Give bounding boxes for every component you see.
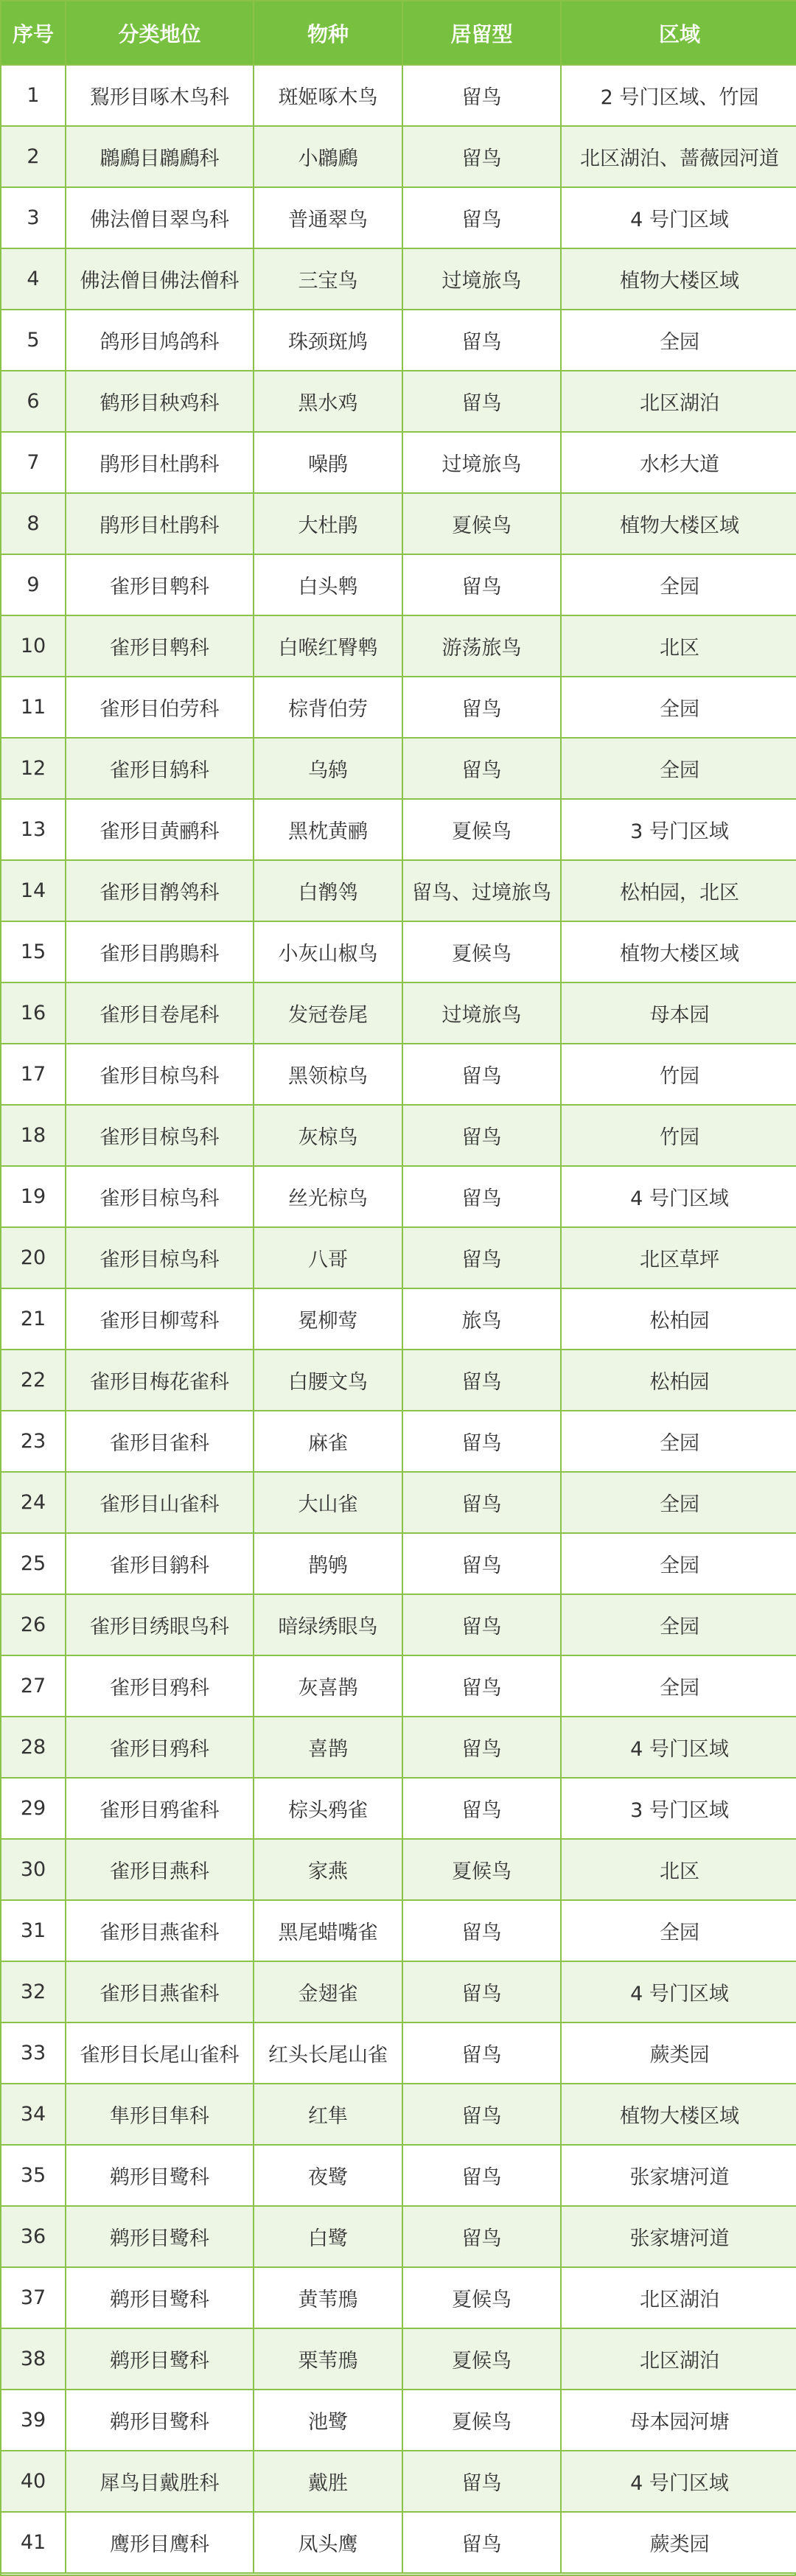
table-header-row bbox=[1, 1, 796, 65]
cell-area: 母本园河塘 bbox=[561, 2390, 796, 2451]
cell-taxonomy: 雀形目卷尾科 bbox=[66, 982, 254, 1044]
table-row bbox=[1, 493, 796, 554]
cell-taxonomy: 雀形目燕雀科 bbox=[66, 1961, 254, 2022]
table-row bbox=[1, 982, 796, 1044]
cell-area: 松柏园，北区 bbox=[561, 860, 796, 921]
cell-species: 金翅雀 bbox=[254, 1961, 402, 2022]
cell-index: 14 bbox=[1, 860, 66, 921]
cell-species: 家燕 bbox=[254, 1839, 402, 1900]
cell-index: 9 bbox=[1, 554, 66, 615]
cell-index: 18 bbox=[1, 1105, 66, 1166]
cell-species: 灰椋鸟 bbox=[254, 1105, 402, 1166]
cell-index: 39 bbox=[1, 2390, 66, 2451]
cell-species: 黑枕黄鹂 bbox=[254, 799, 402, 860]
cell-residency: 留鸟 bbox=[402, 1655, 561, 1717]
table-row bbox=[1, 1166, 796, 1227]
cell-taxonomy: 雀形目鹃鵙科 bbox=[66, 921, 254, 982]
cell-area: 全园 bbox=[561, 1594, 796, 1655]
cell-species: 白喉红臀鹎 bbox=[254, 615, 402, 677]
cell-taxonomy: 鸽形目鸠鸽科 bbox=[66, 310, 254, 371]
cell-area: 3 号门区域 bbox=[561, 1778, 796, 1839]
cell-taxonomy: 雀形目鸦科 bbox=[66, 1717, 254, 1778]
cell-residency: 留鸟 bbox=[402, 2084, 561, 2145]
table-row bbox=[1, 1961, 796, 2022]
cell-taxonomy: 隼形目隼科 bbox=[66, 2084, 254, 2145]
cell-taxonomy: 雀形目鹟科 bbox=[66, 1533, 254, 1594]
cell-species: 池鹭 bbox=[254, 2390, 402, 2451]
cell-residency: 留鸟 bbox=[402, 371, 561, 432]
table-row bbox=[1, 2451, 796, 2512]
cell-area: 北区 bbox=[561, 1839, 796, 1900]
cell-area: 4 号门区域 bbox=[561, 187, 796, 248]
cell-index: 24 bbox=[1, 1472, 66, 1533]
cell-species: 喜鹊 bbox=[254, 1717, 402, 1778]
cell-area: 北区湖泊 bbox=[561, 371, 796, 432]
cell-species: 八哥 bbox=[254, 1227, 402, 1288]
table-row bbox=[1, 1411, 796, 1472]
cell-taxonomy: 雀形目雀科 bbox=[66, 1411, 254, 1472]
cell-species: 鹊鸲 bbox=[254, 1533, 402, 1594]
cell-area: 全园 bbox=[561, 738, 796, 799]
cell-taxonomy: 鹈形目鹭科 bbox=[66, 2267, 254, 2328]
cell-taxonomy: 雀形目黄鹂科 bbox=[66, 799, 254, 860]
cell-area: 竹园 bbox=[561, 1105, 796, 1166]
cell-residency: 留鸟 bbox=[402, 2145, 561, 2206]
cell-species: 乌鸫 bbox=[254, 738, 402, 799]
cell-index: 34 bbox=[1, 2084, 66, 2145]
table-row bbox=[1, 2512, 796, 2573]
cell-area: 张家塘河道 bbox=[561, 2145, 796, 2206]
cell-residency: 留鸟 bbox=[402, 677, 561, 738]
cell-residency: 夏候鸟 bbox=[402, 921, 561, 982]
cell-index: 29 bbox=[1, 1778, 66, 1839]
cell-index: 21 bbox=[1, 1288, 66, 1350]
cell-taxonomy: 雀形目鹎科 bbox=[66, 554, 254, 615]
cell-index: 37 bbox=[1, 2267, 66, 2328]
cell-index: 31 bbox=[1, 1900, 66, 1961]
cell-species: 白腰文鸟 bbox=[254, 1350, 402, 1411]
cell-taxonomy: 雀形目椋鸟科 bbox=[66, 1105, 254, 1166]
cell-taxonomy: 鸊鷉目鸊鷉科 bbox=[66, 126, 254, 187]
cell-taxonomy: 鹃形目杜鹃科 bbox=[66, 493, 254, 554]
cell-species: 红头长尾山雀 bbox=[254, 2022, 402, 2084]
cell-area: 蕨类园 bbox=[561, 2512, 796, 2573]
cell-species: 灰喜鹊 bbox=[254, 1655, 402, 1717]
cell-area: 4 号门区域 bbox=[561, 2451, 796, 2512]
cell-residency: 留鸟 bbox=[402, 1961, 561, 2022]
cell-area: 北区草坪 bbox=[561, 1227, 796, 1288]
cell-residency: 留鸟 bbox=[402, 126, 561, 187]
cell-index: 35 bbox=[1, 2145, 66, 2206]
cell-taxonomy: 鹤形目秧鸡科 bbox=[66, 371, 254, 432]
cell-area: 4 号门区域 bbox=[561, 1166, 796, 1227]
cell-index: 25 bbox=[1, 1533, 66, 1594]
cell-species: 红隼 bbox=[254, 2084, 402, 2145]
cell-index: 2 bbox=[1, 126, 66, 187]
table-row bbox=[1, 615, 796, 677]
table-row bbox=[1, 1472, 796, 1533]
cell-area: 北区 bbox=[561, 615, 796, 677]
cell-area: 植物大楼区域 bbox=[561, 248, 796, 310]
table-row bbox=[1, 1533, 796, 1594]
cell-area: 全园 bbox=[561, 677, 796, 738]
cell-taxonomy: 雀形目鸫科 bbox=[66, 738, 254, 799]
cell-species: 白鹡鸰 bbox=[254, 860, 402, 921]
cell-residency: 夏候鸟 bbox=[402, 2390, 561, 2451]
cell-index: 41 bbox=[1, 2512, 66, 2573]
table-row bbox=[1, 187, 796, 248]
cell-taxonomy: 鹈形目鹭科 bbox=[66, 2328, 254, 2390]
cell-taxonomy: 佛法僧目翠鸟科 bbox=[66, 187, 254, 248]
cell-species: 黑水鸡 bbox=[254, 371, 402, 432]
table-row bbox=[1, 1350, 796, 1411]
cell-species: 戴胜 bbox=[254, 2451, 402, 2512]
cell-species: 大山雀 bbox=[254, 1472, 402, 1533]
cell-taxonomy: 犀鸟目戴胜科 bbox=[66, 2451, 254, 2512]
cell-index: 5 bbox=[1, 310, 66, 371]
cell-index: 33 bbox=[1, 2022, 66, 2084]
cell-taxonomy: 雀形目椋鸟科 bbox=[66, 1227, 254, 1288]
cell-taxonomy: 鹃形目杜鹃科 bbox=[66, 432, 254, 493]
cell-species: 白鹭 bbox=[254, 2206, 402, 2267]
table-row bbox=[1, 1717, 796, 1778]
cell-species: 暗绿绣眼鸟 bbox=[254, 1594, 402, 1655]
cell-species: 普通翠鸟 bbox=[254, 187, 402, 248]
table-row bbox=[1, 1288, 796, 1350]
cell-area: 2 号门区域、竹园 bbox=[561, 65, 796, 126]
cell-index: 15 bbox=[1, 921, 66, 982]
cell-area: 全园 bbox=[561, 1655, 796, 1717]
cell-species: 小鸊鷉 bbox=[254, 126, 402, 187]
table-row bbox=[1, 310, 796, 371]
cell-residency: 留鸟 bbox=[402, 310, 561, 371]
cell-residency: 过境旅鸟 bbox=[402, 432, 561, 493]
cell-residency: 留鸟 bbox=[402, 65, 561, 126]
cell-taxonomy: 鹈形目鹭科 bbox=[66, 2145, 254, 2206]
cell-taxonomy: 鹰形目鹰科 bbox=[66, 2512, 254, 2573]
cell-residency: 留鸟 bbox=[402, 2206, 561, 2267]
header-area: 区域 bbox=[561, 1, 796, 65]
table-row bbox=[1, 1900, 796, 1961]
cell-species: 棕头鸦雀 bbox=[254, 1778, 402, 1839]
table-row bbox=[1, 677, 796, 738]
cell-index: 26 bbox=[1, 1594, 66, 1655]
table-row bbox=[1, 2084, 796, 2145]
table-row bbox=[1, 432, 796, 493]
cell-index: 3 bbox=[1, 187, 66, 248]
cell-species: 栗苇鳽 bbox=[254, 2328, 402, 2390]
table-row bbox=[1, 1839, 796, 1900]
cell-taxonomy: 雀形目绣眼鸟科 bbox=[66, 1594, 254, 1655]
cell-species: 黑尾蜡嘴雀 bbox=[254, 1900, 402, 1961]
cell-area: 北区湖泊、蔷薇园河道 bbox=[561, 126, 796, 187]
cell-residency: 留鸟 bbox=[402, 1717, 561, 1778]
table-row bbox=[1, 1594, 796, 1655]
table-row bbox=[1, 921, 796, 982]
cell-species: 大杜鹃 bbox=[254, 493, 402, 554]
cell-species: 珠颈斑鸠 bbox=[254, 310, 402, 371]
cell-residency: 留鸟 bbox=[402, 1411, 561, 1472]
cell-area: 全园 bbox=[561, 1472, 796, 1533]
cell-index: 7 bbox=[1, 432, 66, 493]
cell-index: 13 bbox=[1, 799, 66, 860]
cell-area: 蕨类园 bbox=[561, 2022, 796, 2084]
cell-residency: 留鸟 bbox=[402, 1778, 561, 1839]
cell-taxonomy: 雀形目燕科 bbox=[66, 1839, 254, 1900]
cell-area: 松柏园 bbox=[561, 1350, 796, 1411]
cell-species: 斑姬啄木鸟 bbox=[254, 65, 402, 126]
header-taxonomy: 分类地位 bbox=[66, 1, 254, 65]
cell-residency: 留鸟 bbox=[402, 1350, 561, 1411]
cell-index: 1 bbox=[1, 65, 66, 126]
bird-species-table bbox=[1, 1, 796, 2574]
cell-residency: 留鸟 bbox=[402, 1105, 561, 1166]
cell-residency: 留鸟 bbox=[402, 2022, 561, 2084]
cell-taxonomy: 雀形目鸦科 bbox=[66, 1655, 254, 1717]
cell-taxonomy: 雀形目伯劳科 bbox=[66, 677, 254, 738]
cell-taxonomy: 鹈形目鹭科 bbox=[66, 2206, 254, 2267]
cell-residency: 夏候鸟 bbox=[402, 2267, 561, 2328]
cell-area: 全园 bbox=[561, 310, 796, 371]
cell-residency: 过境旅鸟 bbox=[402, 248, 561, 310]
cell-residency: 留鸟 bbox=[402, 1166, 561, 1227]
cell-species: 噪鹃 bbox=[254, 432, 402, 493]
cell-index: 6 bbox=[1, 371, 66, 432]
cell-species: 黄苇鳽 bbox=[254, 2267, 402, 2328]
table-row bbox=[1, 248, 796, 310]
cell-residency: 夏候鸟 bbox=[402, 1839, 561, 1900]
cell-area: 全园 bbox=[561, 1533, 796, 1594]
table-row bbox=[1, 126, 796, 187]
cell-index: 16 bbox=[1, 982, 66, 1044]
cell-residency: 留鸟 bbox=[402, 554, 561, 615]
cell-residency: 留鸟 bbox=[402, 1044, 561, 1105]
cell-area: 全园 bbox=[561, 1411, 796, 1472]
cell-index: 8 bbox=[1, 493, 66, 554]
header-residency: 居留型 bbox=[402, 1, 561, 65]
cell-index: 40 bbox=[1, 2451, 66, 2512]
table-row bbox=[1, 2390, 796, 2451]
cell-index: 28 bbox=[1, 1717, 66, 1778]
cell-taxonomy: 雀形目鹡鸰科 bbox=[66, 860, 254, 921]
cell-residency: 留鸟 bbox=[402, 738, 561, 799]
cell-species: 发冠卷尾 bbox=[254, 982, 402, 1044]
cell-residency: 旅鸟 bbox=[402, 1288, 561, 1350]
table-row bbox=[1, 371, 796, 432]
cell-residency: 留鸟、过境旅鸟 bbox=[402, 860, 561, 921]
cell-taxonomy: 雀形目鸦雀科 bbox=[66, 1778, 254, 1839]
table-row bbox=[1, 799, 796, 860]
table-row bbox=[1, 1227, 796, 1288]
cell-area: 水杉大道 bbox=[561, 432, 796, 493]
cell-species: 小灰山椒鸟 bbox=[254, 921, 402, 982]
header-index: 序号 bbox=[1, 1, 66, 65]
cell-area: 北区湖泊 bbox=[561, 2267, 796, 2328]
cell-index: 17 bbox=[1, 1044, 66, 1105]
cell-index: 11 bbox=[1, 677, 66, 738]
table-row bbox=[1, 2206, 796, 2267]
cell-area: 竹园 bbox=[561, 1044, 796, 1105]
cell-residency: 留鸟 bbox=[402, 1594, 561, 1655]
table-body bbox=[1, 65, 796, 2573]
cell-area: 张家塘河道 bbox=[561, 2206, 796, 2267]
table-row bbox=[1, 1044, 796, 1105]
table-row bbox=[1, 2328, 796, 2390]
cell-index: 23 bbox=[1, 1411, 66, 1472]
cell-index: 38 bbox=[1, 2328, 66, 2390]
cell-area: 松柏园 bbox=[561, 1288, 796, 1350]
cell-index: 19 bbox=[1, 1166, 66, 1227]
cell-residency: 留鸟 bbox=[402, 2512, 561, 2573]
cell-residency: 夏候鸟 bbox=[402, 799, 561, 860]
cell-taxonomy: 雀形目长尾山雀科 bbox=[66, 2022, 254, 2084]
table-row bbox=[1, 1778, 796, 1839]
cell-taxonomy: 雀形目燕雀科 bbox=[66, 1900, 254, 1961]
cell-taxonomy: 雀形目椋鸟科 bbox=[66, 1044, 254, 1105]
cell-taxonomy: 雀形目山雀科 bbox=[66, 1472, 254, 1533]
cell-residency: 留鸟 bbox=[402, 2451, 561, 2512]
cell-index: 32 bbox=[1, 1961, 66, 2022]
table-row bbox=[1, 554, 796, 615]
cell-residency: 游荡旅鸟 bbox=[402, 615, 561, 677]
table-row bbox=[1, 65, 796, 126]
cell-area: 3 号门区域 bbox=[561, 799, 796, 860]
table-row bbox=[1, 1655, 796, 1717]
cell-area: 全园 bbox=[561, 1900, 796, 1961]
table-row bbox=[1, 738, 796, 799]
cell-taxonomy: 雀形目椋鸟科 bbox=[66, 1166, 254, 1227]
table-row bbox=[1, 860, 796, 921]
cell-index: 27 bbox=[1, 1655, 66, 1717]
cell-taxonomy: 鴷形目啄木鸟科 bbox=[66, 65, 254, 126]
cell-species: 黑领椋鸟 bbox=[254, 1044, 402, 1105]
cell-residency: 留鸟 bbox=[402, 1472, 561, 1533]
cell-area: 母本园 bbox=[561, 982, 796, 1044]
cell-taxonomy: 佛法僧目佛法僧科 bbox=[66, 248, 254, 310]
cell-species: 白头鹎 bbox=[254, 554, 402, 615]
cell-index: 10 bbox=[1, 615, 66, 677]
cell-residency: 夏候鸟 bbox=[402, 493, 561, 554]
cell-taxonomy: 雀形目柳莺科 bbox=[66, 1288, 254, 1350]
cell-taxonomy: 雀形目鹎科 bbox=[66, 615, 254, 677]
cell-species: 三宝鸟 bbox=[254, 248, 402, 310]
cell-taxonomy: 鹈形目鹭科 bbox=[66, 2390, 254, 2451]
cell-index: 22 bbox=[1, 1350, 66, 1411]
table-row bbox=[1, 1105, 796, 1166]
table-row bbox=[1, 2022, 796, 2084]
header-species: 物种 bbox=[254, 1, 402, 65]
cell-species: 凤头鹰 bbox=[254, 2512, 402, 2573]
cell-area: 4 号门区域 bbox=[561, 1717, 796, 1778]
cell-index: 4 bbox=[1, 248, 66, 310]
cell-residency: 夏候鸟 bbox=[402, 2328, 561, 2390]
cell-species: 夜鹭 bbox=[254, 2145, 402, 2206]
cell-species: 丝光椋鸟 bbox=[254, 1166, 402, 1227]
cell-index: 12 bbox=[1, 738, 66, 799]
cell-species: 冕柳莺 bbox=[254, 1288, 402, 1350]
cell-residency: 过境旅鸟 bbox=[402, 982, 561, 1044]
cell-area: 植物大楼区域 bbox=[561, 921, 796, 982]
cell-residency: 留鸟 bbox=[402, 1533, 561, 1594]
cell-area: 植物大楼区域 bbox=[561, 493, 796, 554]
cell-area: 全园 bbox=[561, 554, 796, 615]
cell-index: 36 bbox=[1, 2206, 66, 2267]
cell-area: 植物大楼区域 bbox=[561, 2084, 796, 2145]
cell-species: 棕背伯劳 bbox=[254, 677, 402, 738]
cell-taxonomy: 雀形目梅花雀科 bbox=[66, 1350, 254, 1411]
cell-residency: 留鸟 bbox=[402, 1227, 561, 1288]
cell-index: 30 bbox=[1, 1839, 66, 1900]
table-row bbox=[1, 2145, 796, 2206]
cell-residency: 留鸟 bbox=[402, 187, 561, 248]
cell-residency: 留鸟 bbox=[402, 1900, 561, 1961]
cell-index: 20 bbox=[1, 1227, 66, 1288]
cell-area: 北区湖泊 bbox=[561, 2328, 796, 2390]
table-row bbox=[1, 2267, 796, 2328]
cell-area: 4 号门区域 bbox=[561, 1961, 796, 2022]
cell-species: 麻雀 bbox=[254, 1411, 402, 1472]
